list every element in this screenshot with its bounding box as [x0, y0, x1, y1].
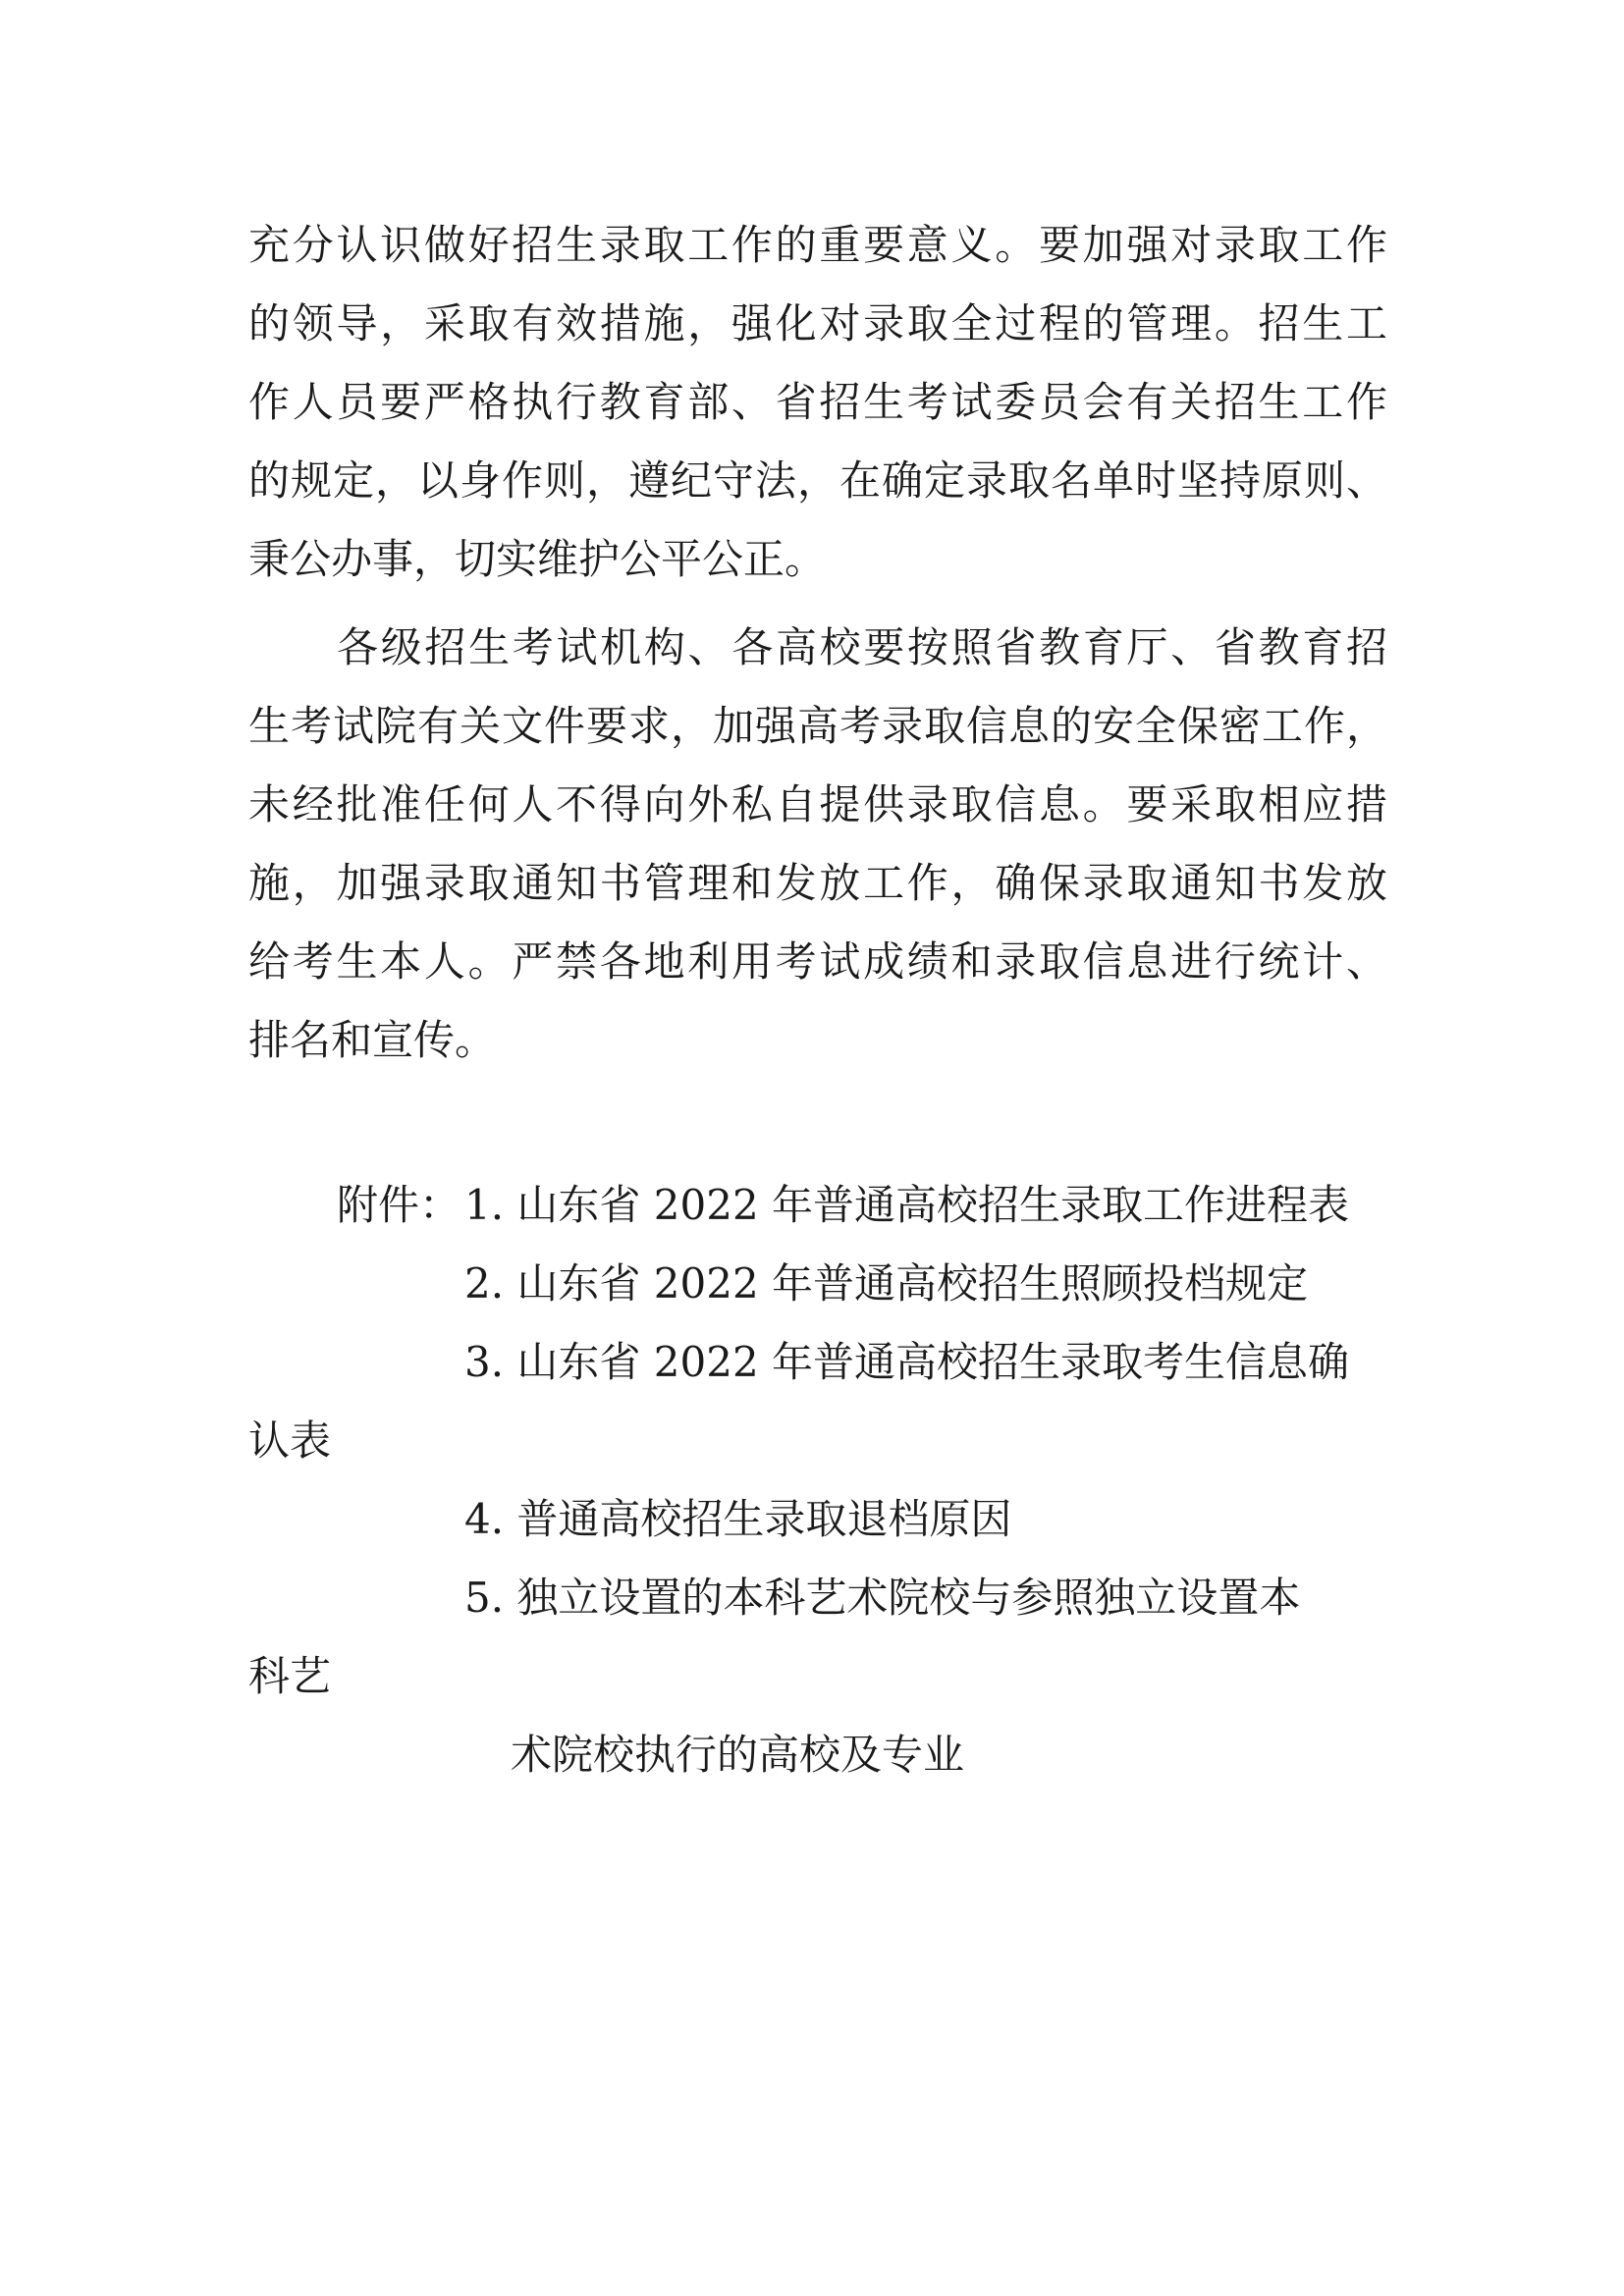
- paragraph-line: 生考试院有关文件要求，加强高考录取信息的安全保密工作，: [248, 702, 1387, 750]
- paragraph-line: 未经批准任何人不得向外私自提供录取信息。要采取相应措: [248, 780, 1387, 828]
- paragraph-line: 的领导，采取有效措施，强化对录取全过程的管理。招生工: [248, 299, 1387, 347]
- attachment-item: 1. 山东省 2022 年普通高校招生录取工作进程表: [464, 1181, 1350, 1229]
- attachment-item: 4. 普通高校招生录取退档原因: [464, 1495, 1012, 1543]
- paragraph-line: 充分认识做好招生录取工作的重要意义。要加强对录取工作: [248, 221, 1387, 269]
- paragraph-line: 排名和宣传。: [248, 1016, 497, 1064]
- attachment-item-continuation: 术院校执行的高校及专业: [511, 1731, 965, 1779]
- attachment-item-continuation: 认表: [248, 1416, 332, 1465]
- attachment-item: 2. 山东省 2022 年普通高校招生照顾投档规定: [464, 1259, 1309, 1308]
- attachment-item: 3. 山东省 2022 年普通高校招生录取考生信息确: [464, 1338, 1350, 1386]
- paragraph-line: 各级招生考试机构、各高校要按照省教育厅、省教育招: [337, 623, 1387, 671]
- paragraph-line: 秉公办事，切实维护公平公正。: [248, 535, 827, 583]
- attachment-item: 5. 独立设置的本科艺术院校与参照独立设置本: [464, 1574, 1301, 1622]
- attachment-item-continuation: 科艺: [248, 1652, 332, 1700]
- paragraph-line: 给考生本人。严禁各地利用考试成绩和录取信息进行统计、: [248, 937, 1387, 986]
- paragraph-line: 的规定，以身作则，遵纪守法，在确定录取名单时坚持原则、: [248, 456, 1387, 505]
- paragraph-line: 施，加强录取通知书管理和发放工作，确保录取通知书发放: [248, 859, 1387, 907]
- paragraph-line: 作人员要严格执行教育部、省招生考试委员会有关招生工作: [248, 378, 1387, 426]
- attachments-label: 附件：: [337, 1181, 461, 1229]
